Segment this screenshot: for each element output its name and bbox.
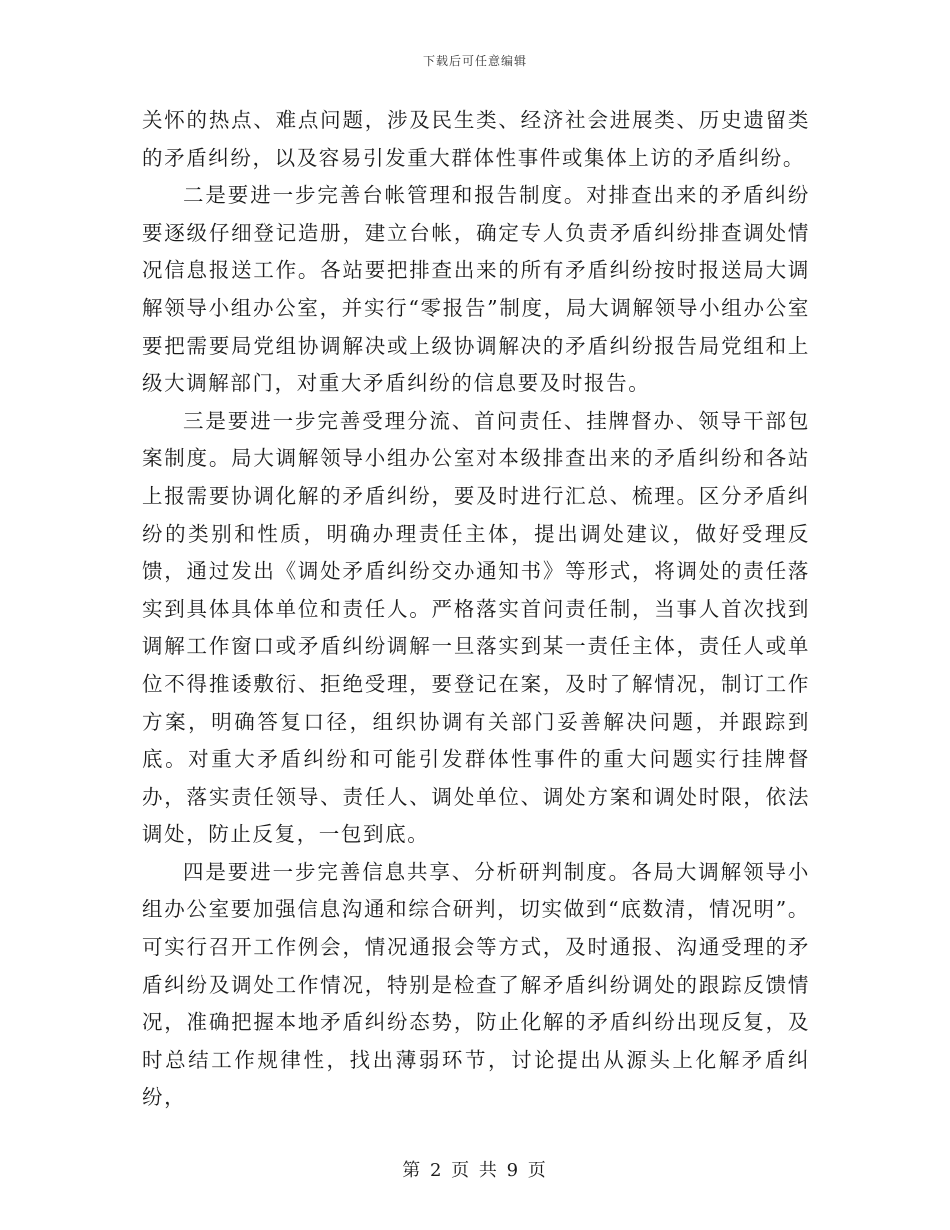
paragraph-acceptance-responsibility: 三是要进一步完善受理分流、首问责任、挂牌督办、领导干部包案制度。局大调解领导小组办公室对本级排查出来的矛盾纠纷和各站上报需要协调化解的矛盾纠纷，要及时进行汇总、梳理。区分矛盾纠纷的类别和性质，明确办理责任主体，提出调处建议，做好受理反馈，通过发出《调处矛盾纠纷交办通知书》等形式，将调处的责任落实到具体具体单位和责任人。严格落实首问责任制，当事人首次找到调解工作窗口或矛盾纠纷调解一旦落实到某一责任主体，责任人或单位不得推诿敷衍、拒绝受理，要登记在案，及时了解情况，制订工作方案，明确答复口径，组织协调有关部门妥善解决问题，并跟踪到底。对重大矛盾纠纷和可能引发群体性事件的重大问题实行挂牌督办，落实责任领导、责任人、调处单位、调处方案和调处时限，依法调处，防止反复，一包到底。 [142, 408, 810, 847]
footer-middle: 页 共 [451, 1160, 499, 1181]
paragraph-ledger-reporting: 二是要进一步完善台帐管理和报告制度。对排查出来的矛盾纠纷要逐级仔细登记造册，建立台帐，确定专人负责矛盾纠纷排查调处情况信息报送工作。各站要把排查出来的所有矛盾纠纷按时报送局大调解领导小组办公室，并实行“零报告”制度，局大调解领导小组办公室要把需要局党组协调解决或上级协调解决的矛盾纠纷报告局党组和上级大调解部门，对重大矛盾纠纷的信息要及时报告。 [142, 183, 810, 396]
page-header: 下载后可任意编辑 [422, 54, 527, 68]
paragraph-information-sharing: 四是要进一步完善信息共享、分析研判制度。各局大调解领导小组办公室要加强信息沟通和综合研判，切实做到“底数清，情况明”。可实行召开工作例会，情况通报会等方式，及时通报、沟通受理的矛盾纠纷及调处工作情况，特别是检查了解矛盾纠纷调处的跟踪反馈情况，准确把握本地矛盾纠纷态势，防止化解的矛盾纠纷出现反复，及时总结工作规律性，找出薄弱环节，讨论提出从源头上化解矛盾纠纷， [142, 859, 810, 1110]
footer-total-pages: 9 [506, 1160, 521, 1181]
page-footer [0, 1156, 950, 1182]
footer-prefix: 第 [402, 1160, 423, 1181]
document-body [142, 102, 810, 1117]
footer-page-number: 2 [429, 1160, 444, 1181]
paragraph-continued: 关怀的热点、难点问题，涉及民生类、经济社会进展类、历史遗留类的矛盾纠纷，以及容易引发重大群体性事件或集体上访的矛盾纠纷。 [142, 108, 810, 170]
footer-suffix: 页 [527, 1160, 548, 1181]
